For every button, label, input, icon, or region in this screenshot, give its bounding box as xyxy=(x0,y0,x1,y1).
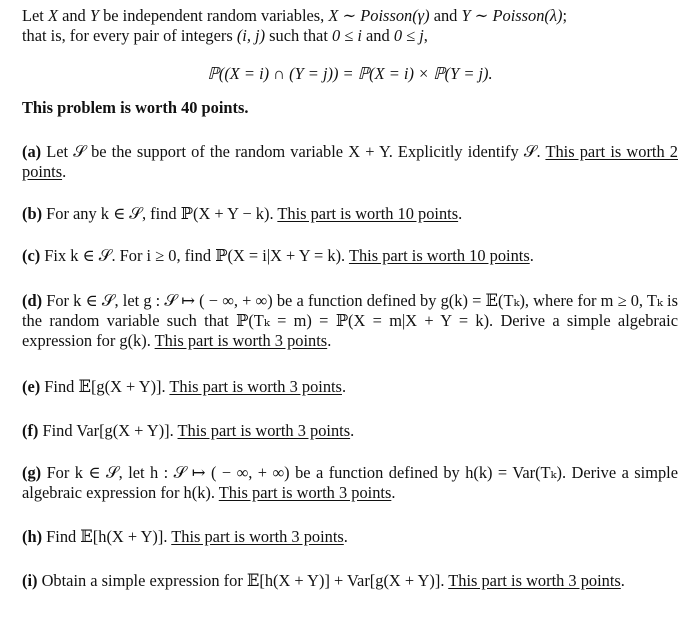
part-end: . xyxy=(458,204,463,223)
intro-cond-j: 0 ≤ j xyxy=(393,26,424,45)
intro-text: , xyxy=(423,26,428,45)
intro-text: such that xyxy=(265,26,332,45)
part-c xyxy=(22,246,678,266)
intro-text: and xyxy=(429,6,462,25)
intro-text: be independent random variables, xyxy=(98,6,329,25)
part-label: (b) xyxy=(22,204,43,223)
part-label: (f) xyxy=(22,421,39,440)
points-note: This part is worth 10 points xyxy=(277,204,459,223)
part-end: . xyxy=(391,483,396,502)
part-text: Find 𝔼[h(X + Y)]. xyxy=(42,527,172,546)
part-text: Find Var[g(X + Y)]. xyxy=(38,421,178,440)
part-d xyxy=(22,291,678,351)
points-note: This part is worth 3 points xyxy=(154,331,328,350)
part-end: . xyxy=(62,162,67,181)
part-label: (i) xyxy=(22,571,38,590)
points-note: This part is worth 3 points xyxy=(171,527,344,546)
part-g xyxy=(22,463,678,503)
intro-pair: (i, j) xyxy=(236,26,266,45)
intro-text: ; xyxy=(562,6,568,25)
problem-worth: This problem is worth 40 points. xyxy=(22,98,249,117)
points-note: This part is worth 3 points xyxy=(177,421,351,440)
points-note: This part is worth 2 points xyxy=(22,142,678,181)
part-e xyxy=(22,377,678,397)
part-a xyxy=(22,142,678,182)
intro-dist-y: Y ∼ Poisson(λ) xyxy=(461,6,563,25)
intro-text: that is, for every pair of integers xyxy=(22,26,237,45)
part-i xyxy=(22,571,678,591)
intro-cond-i: 0 ≤ i xyxy=(331,26,362,45)
intro-dist-x: X ∼ Poisson(γ) xyxy=(328,6,430,25)
part-end: . xyxy=(350,421,355,440)
part-end: . xyxy=(529,246,534,265)
points-note: This part is worth 3 points xyxy=(169,377,342,396)
part-text: Fix k ∈ 𝒮. For i ≥ 0, find ℙ(X = i|X + Y = k). xyxy=(40,246,349,265)
part-end: . xyxy=(620,571,625,590)
intro-text: and xyxy=(361,26,394,45)
part-b xyxy=(22,204,678,224)
part-label: (g) xyxy=(22,463,42,482)
points-note: This part is worth 3 points xyxy=(448,571,621,590)
intro-text: Let xyxy=(22,6,48,25)
part-label: (h) xyxy=(22,527,43,546)
independence-equation: ℙ((X = i) ∩ (Y = j)) = ℙ(X = i) × ℙ(Y = j). xyxy=(207,64,493,83)
part-text: Let 𝒮 be the support of the random variable X + Y. Explicitly identify 𝒮. xyxy=(41,142,546,161)
part-label: (a) xyxy=(22,142,42,161)
part-text: For k ∈ 𝒮, let h : 𝒮 ↦ ( − ∞, + ∞) be a function defined by h(k) = Var(Tₖ). Derive a simple algebraic expression for h(k). xyxy=(22,463,678,502)
intro-paragraph xyxy=(22,6,678,46)
part-label: (e) xyxy=(22,377,41,396)
part-text: Obtain a simple expression for 𝔼[h(X + Y)] + Var[g(X + Y)]. xyxy=(37,571,449,590)
part-end: . xyxy=(327,331,332,350)
part-end: . xyxy=(341,377,347,396)
intro-text: and xyxy=(57,6,90,25)
intro-var-x: X xyxy=(47,6,58,25)
part-text: For any k ∈ 𝒮, find ℙ(X + Y − k). xyxy=(42,204,278,223)
part-label: (d) xyxy=(22,291,43,310)
part-f xyxy=(22,421,678,441)
part-end: . xyxy=(343,527,348,546)
part-h xyxy=(22,527,678,547)
points-note: This part is worth 10 points xyxy=(348,246,530,265)
part-text: For k ∈ 𝒮, let g : 𝒮 ↦ ( − ∞, + ∞) be a function defined by g(k) = 𝔼(Tₖ), where for m ≥ 0, Tₖ is the random variable such that ℙ(Tₖ = m) = ℙ(X = m|X + Y = k). Derive a simple algebraic expression for g(k). xyxy=(22,291,678,350)
part-label: (c) xyxy=(22,246,41,265)
points-note: This part is worth 3 points xyxy=(218,483,392,502)
intro-var-y: Y xyxy=(89,6,99,25)
part-text: Find 𝔼[g(X + Y)]. xyxy=(40,377,170,396)
